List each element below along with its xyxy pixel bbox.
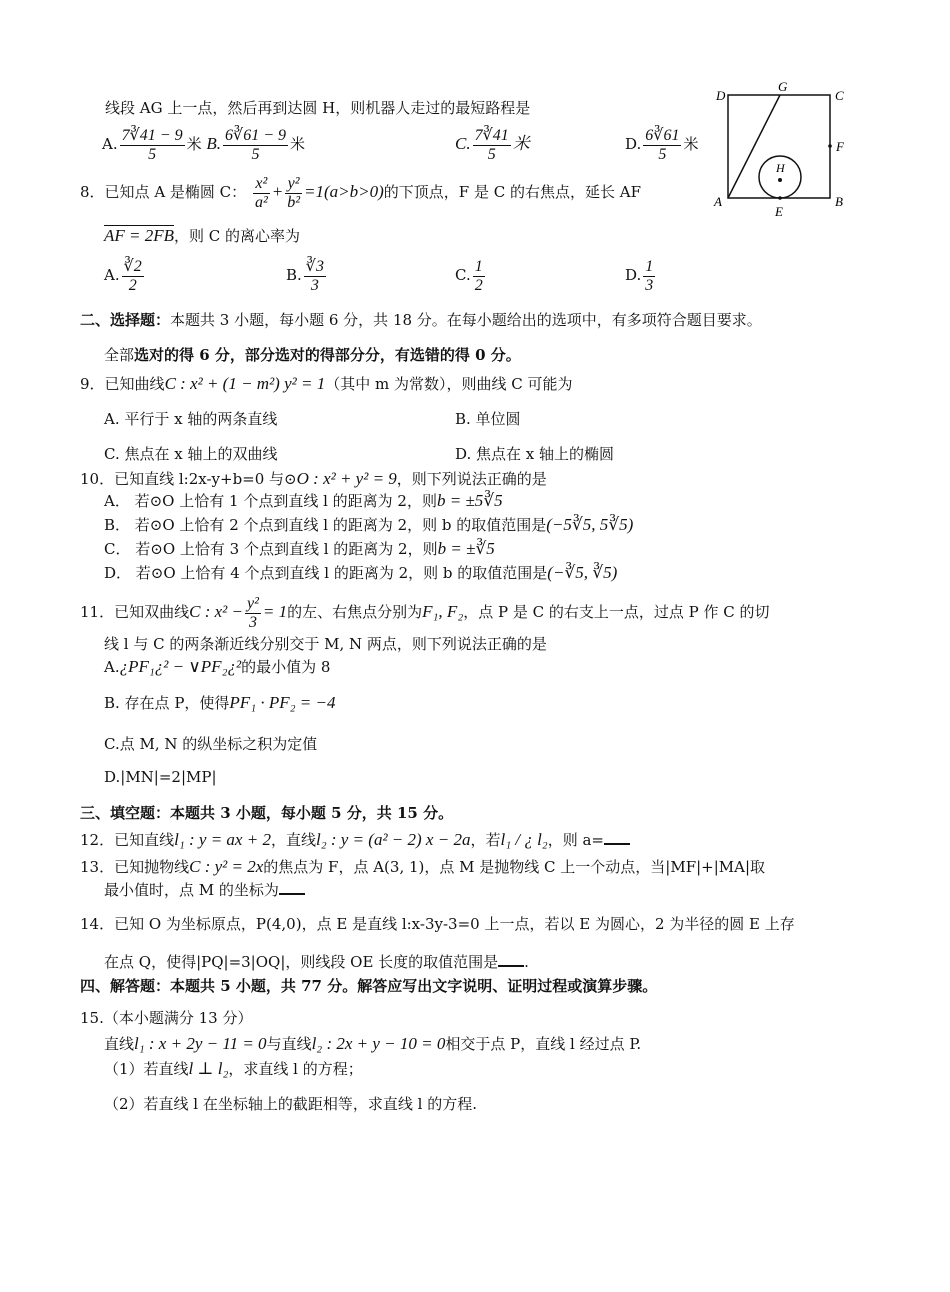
point-f-dot [828, 144, 832, 148]
q15-header: 15.（本小题满分 13 分） [80, 1009, 253, 1027]
point-e-dot [778, 196, 782, 200]
label-c: C [835, 88, 844, 103]
square-outline [728, 95, 830, 198]
q8-option-c[interactable]: C. $\frac{1}{2}$ [455, 257, 483, 294]
label-g: G [778, 79, 788, 94]
q12-answer-blank[interactable] [604, 829, 630, 845]
q14-answer-blank[interactable] [498, 951, 524, 967]
q11-option-c[interactable]: C.点 M, N 的纵坐标之积为定值 [104, 735, 318, 753]
q10-option-d[interactable]: D． 若⊙O 上恰有 4 个点到直线 l 的距离为 2，则 b 的取值范围是(−∛5, ∛5) [104, 563, 618, 582]
geometry-figure [708, 78, 868, 223]
section-2-scoring: 全部选对的得 6 分，部分选对的得部分分，有选错的得 0 分。 [104, 346, 521, 364]
section-4-heading: 四、解答题：本题共 5 小题，共 77 分。解答应写出文字说明、证明过程或演算步骤。 [80, 977, 658, 995]
q15-stem: 直线l₁ : x + 2y − 11 = 0与直线l₂ : 2x + y − 10 = 0相交于点 P，直线 l 经过点 P. [104, 1034, 642, 1053]
q7-option-b[interactable]: B. $\frac{6∛61 - 9}{5}$ 米 [206, 126, 306, 163]
q7-options [102, 122, 305, 166]
q8-option-d[interactable]: D. $\frac{1}{3}$ [625, 257, 654, 294]
q9-option-c[interactable]: C. 焦点在 x 轴上的双曲线 [104, 445, 278, 463]
q10-option-b[interactable]: B． 若⊙O 上恰有 2 个点到直线 l 的距离为 2，则 b 的取值范围是(−5∛5, 5∛5) [104, 515, 634, 534]
q7-option-d[interactable]: D. $\frac{6∛61}{5}$ 米 [625, 126, 699, 163]
q8-stem: 8．已知点 A 是椭圆 C： $\frac{\text{x²}}{\text{a²}}$ + $\frac{\text{y²}}{\text{b²}}$ =1(a>b>0)的下顶点，F 是 C 的右焦点，延长 AF [80, 174, 641, 211]
label-d: D [716, 88, 726, 103]
q14-stem-2: 在点 Q，使得|PQ|=3|OQ|，则线段 OE 长度的取值范围是 . [104, 953, 529, 971]
q10-stem: 10．已知直线 l:2x-y+b=0 与⊙O : x² + y² = 9，则下列说法正确的是 [80, 469, 547, 488]
q12-stem: 12．已知直线l₁ : y = ax + 2，直线l₂ : y = (a² − 2) x − 2a，若l₁ / ¿ l₂，则 a= [80, 828, 630, 852]
center-h-dot [778, 178, 782, 182]
section-2-heading: 二、选择题：本题共 3 小题，每小题 6 分，共 18 分。在每小题给出的选项中，有多项符合题目要求。 [80, 311, 762, 329]
q7-option-c[interactable]: C. $\frac{7∛41}{5}$ 米 [455, 126, 530, 163]
q11-option-d[interactable]: D.|MN|=2|MP| [104, 768, 217, 786]
q9-option-b[interactable]: B. 单位圆 [455, 410, 521, 428]
q9-option-d[interactable]: D. 焦点在 x 轴上的椭圆 [455, 445, 615, 463]
q8-stem-2: AF = 2FB，则 C 的离心率为 [104, 226, 301, 245]
q8-option-a[interactable]: A. $\frac{∛2}{2}$ [104, 257, 142, 294]
q7-stem: 线段 AG 上一点，然后再到达圆 H，则机器人走过的最短路程是 [105, 99, 531, 117]
q13-stem-2: 最小值时，点 M 的坐标为 [104, 879, 305, 900]
q10-option-a[interactable]: A． 若⊙O 上恰有 1 个点到直线 l 的距离为 2，则b = ±5∛5 [104, 491, 503, 510]
label-h: H [776, 161, 785, 175]
label-b: B [835, 194, 843, 209]
q14-stem: 14．已知 O 为坐标原点，P(4,0)，点 E 是直线 l:x-3y-3=0 上一点，若以 E 为圆心，2 为半径的圆 E 上存 [80, 915, 795, 933]
label-f: F [836, 139, 844, 154]
q9-option-a[interactable]: A. 平行于 x 轴的两条直线 [104, 410, 278, 428]
q15-part-1: （1）若直线l ⊥ l₂，求直线 l 的方程； [104, 1059, 363, 1078]
segment-ag [728, 95, 780, 198]
q13-stem: 13．已知抛物线C : y² = 2x的焦点为 F，点 A(3, 1)，点 M 是抛物线 C 上一个动点，当|MF|+|MA|取 [80, 857, 766, 876]
q7-option-a[interactable]: A. $\frac{7∛41 - 9}{5}$ 米 [102, 126, 202, 163]
q11-option-a[interactable]: A.¿PF₁¿² − ∨PF₂¿²的最小值为 8 [104, 657, 331, 676]
q8-option-b[interactable]: B. $\frac{∛3}{3}$ [286, 257, 324, 294]
label-a: A [714, 194, 722, 209]
section-3-heading: 三、填空题：本题共 3 小题，每小题 5 分，共 15 分。 [80, 804, 454, 822]
q11-option-b[interactable]: B. 存在点 P，使得PF₁ · PF₂ = −4 [104, 693, 336, 712]
q11-stem-2: 线 l 与 C 的两条渐近线分别交于 M, N 两点，则下列说法正确的是 [104, 635, 547, 653]
q11-stem: 11．已知双曲线C : x² − $\frac{\text{y²}}{3}$ = 1的左、右焦点分别为F₁, F₂，点 P 是 C 的右支上一点，过点 P 作 C 的切 [80, 594, 770, 631]
q13-answer-blank[interactable] [279, 879, 305, 895]
q9-stem: 9．已知曲线C : x² + (1 − m²) y² = 1（其中 m 为常数），则曲线 C 可能为 [80, 374, 573, 393]
q15-part-2: （2）若直线 l 在坐标轴上的截距相等，求直线 l 的方程. [104, 1095, 477, 1113]
q10-option-c[interactable]: C． 若⊙O 上恰有 3 个点到直线 l 的距离为 2，则b = ±∛5 [104, 539, 495, 558]
q8-vector-equation: AF = 2FB [104, 226, 175, 245]
label-e: E [775, 204, 783, 219]
